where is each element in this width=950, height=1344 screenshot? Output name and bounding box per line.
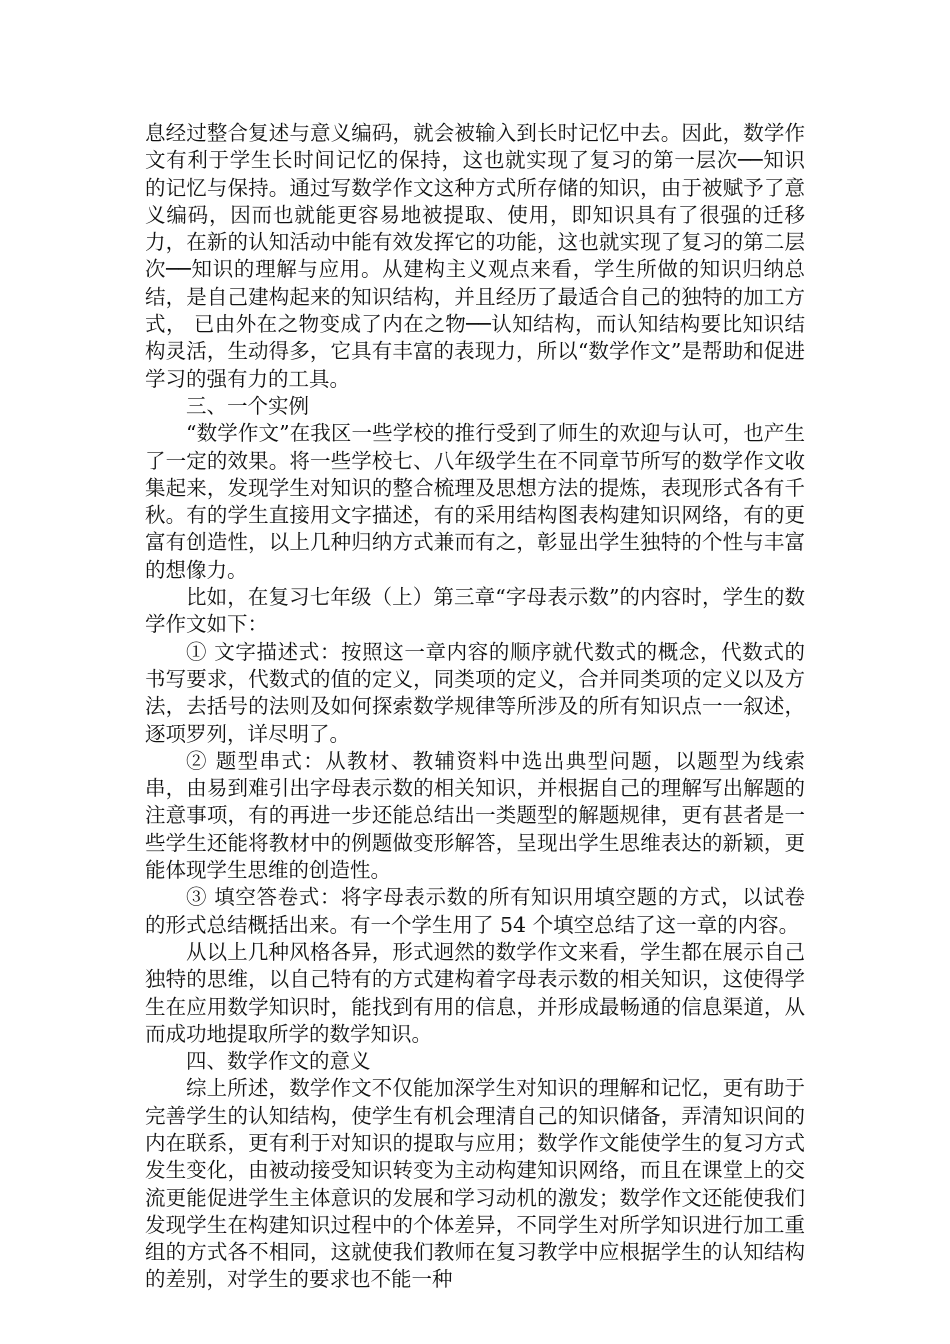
paragraph-example-intro: 比如，在复习七年级（上）第三章“字母表示数”的内容时，学生的数学作文如下： [145, 585, 805, 637]
paragraph-question-types: ② 题型串式：从教材、教辅资料中选出典型问题，以题型为线索串，由易到难引出字母表示数的相关知识，并根据自己的理解写出解题的注意事项，有的再进一步还能总结出一类题型的解题规律，更有甚者是一些学生还能将教材中的例题做变形解答，呈现出学生思维表达的新颖，更能体现学生思维的创造性。 [145, 748, 805, 883]
section-heading-significance: 四、数学作文的意义 [186, 1049, 371, 1074]
paragraph-conclusion: 综上所述，数学作文不仅能加深学生对知识的理解和记忆，更有助于完善学生的认知结构，使学生有机会理清自己的知识储备，弄清知识间的内在联系，更有利于对知识的提取与应用；数学作文能使学生的复习方式发生变化，由被动接受知识转变为主动构建知识网络，而且在课堂上的交流更能促进学生主体意识的发展和学习动机的激发；数学作文还能使我们发现学生在构建知识过程中的个体差异，不同学生对所学知识进行加工重组的方式各不相同，这就使我们教师在复习教学中应根据学生的认知结构的差别，对学生的要求也不能一种 [145, 1076, 805, 1292]
paragraph-text-description: ① 文字描述式：按照这一章内容的顺序就代数式的概念，代数式的书写要求，代数式的值的定义，同类项的定义，合并同类项的定义以及方法，去括号的法则及如何探索数学规律等所涉及的所有知识点一一叙述，逐项罗列，详尽明了。 [145, 639, 805, 746]
paragraph-practice: “数学作文”在我区一些学校的推行受到了师生的欢迎与认可，也产生了一定的效果。将一些学校七、八年级学生在不同章节所写的数学作文收集起来，发现学生对知识的整合梳理及思想方法的提炼，表现形式各有千秋。有的学生直接用文字描述，有的采用结构图表构建知识网络，有的更富有创造性，以上几种归纳方式兼而有之，彰显出学生独特的个性与丰富的想像力。 [145, 421, 805, 582]
section-heading-example: 三、一个实例 [186, 393, 309, 418]
paragraph-continued: 息经过整合复述与意义编码，就会被输入到长时记忆中去。因此，数学作文有利于学生长时间记忆的保持，这也就实现了复习的第一层次──知识的记忆与保持。通过写数学作文这种方式所存储的知识，由于被赋予了意义编码，因而也就能更容易地被提取、使用，即知识具有了很强的迁移力，在新的认知活动中能有效发挥它的功能，这也就实现了复习的第二层次──知识的理解与应用。从建构主义观点来看，学生所做的知识归纳总结，是自己建构起来的知识结构，并且经历了最适合自己的独特的加工方式， 已由外在之物变成了内在之物──认知结构，而认知结构要比知识结构灵活，生动得多，它具有丰富的表现力，所以“数学作文”是帮助和促进学习的强有力的工具。 [145, 121, 805, 391]
document-page [145, 120, 805, 1294]
paragraph-summary-styles: 从以上几种风格各异，形式迥然的数学作文来看，学生都在展示自己独特的思维，以自己特有的方式建构着字母表示数的相关知识，这使得学生在应用数学知识时，能找到有用的信息，并形成最畅通的信息渠道，从而成功地提取所学的数学知识。 [145, 939, 805, 1046]
paragraph-fill-in-blank: ③ 填空答卷式：将字母表示数的所有知识用填空题的方式，以试卷的形式总结概括出来。有一个学生用了 54 个填空总结了这一章的内容。 [145, 885, 805, 937]
